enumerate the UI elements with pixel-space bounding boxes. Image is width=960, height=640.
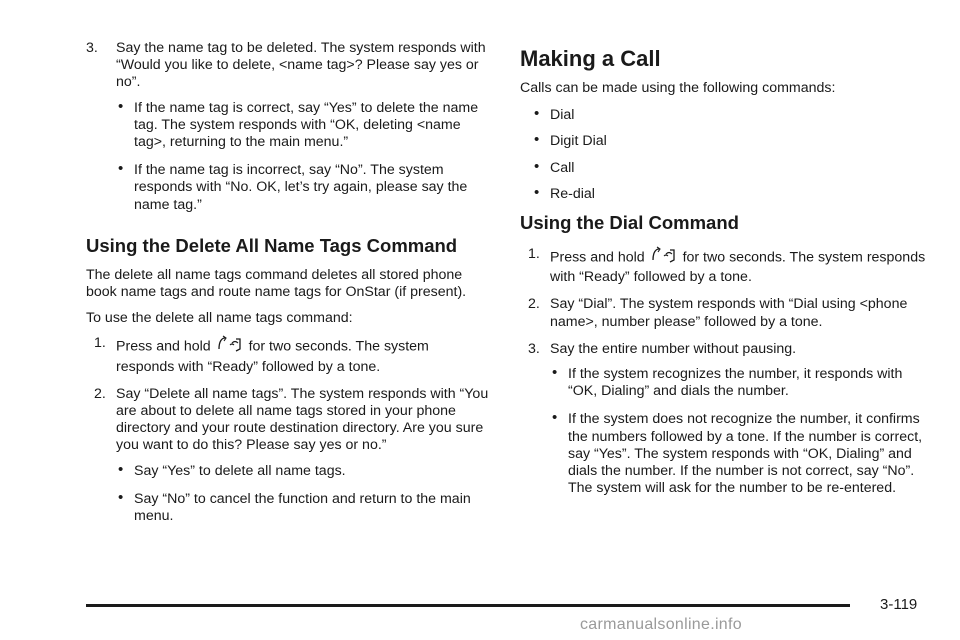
step-bullets xyxy=(550,366,930,497)
step-text-pre: Press and hold xyxy=(550,249,645,266)
bullet-text: If the system does not recognize the number, it confirms the numbers followed by a tone. If the number is correct, say “Yes”. The system responds with “OK, Dialing” and dials the number. If the number is not correct, say “No”. The system will ask for the number to be re-entered. xyxy=(568,411,923,497)
instruction-paragraph: To use the delete all name tags command: xyxy=(86,310,353,327)
right-column xyxy=(520,46,930,518)
command-item xyxy=(520,157,930,177)
step-number: 3. xyxy=(528,340,540,357)
command-item xyxy=(520,107,930,124)
bullet-dot: • xyxy=(534,105,540,123)
delete-all-step-2 xyxy=(94,386,490,536)
step-text: Say “Dial”. The system responds with “Dial using <phone name>, number please” followed by a tone. xyxy=(550,296,908,330)
bullet-item xyxy=(116,162,490,214)
bullet-dot: • xyxy=(534,157,540,175)
step-number: 1. xyxy=(94,335,106,352)
step-number: 2. xyxy=(528,296,540,313)
bullet-dot: • xyxy=(118,460,124,478)
section-heading: Using the Dial Command xyxy=(520,212,739,234)
section-heading: Using the Delete All Name Tags Command xyxy=(86,234,458,256)
step-text xyxy=(550,246,930,286)
footer-rule xyxy=(86,604,850,607)
step-text: Say the name tag to be deleted. The system responds with “Would you like to delete, <name tag>? Please say yes or no”. xyxy=(116,40,486,91)
command-list xyxy=(520,107,930,203)
bullet-dot: • xyxy=(118,488,124,506)
command-label: Re-dial xyxy=(550,185,595,202)
step-text-post: for two seconds. The system responds with “Ready” followed by a tone. xyxy=(550,249,926,286)
phone-talk-icon xyxy=(651,246,677,269)
bullet-text: Say “Yes” to delete all name tags. xyxy=(134,462,346,479)
delete-all-step-1 xyxy=(94,335,490,375)
step-text: Say “Delete all name tags”. The system responds with “You are about to delete all name tags stored in your phone directory and your route destination directory. Are you sure you want to do this? Please say yes or no.” xyxy=(116,385,489,454)
bullet-dot: • xyxy=(118,160,124,178)
bullet-item xyxy=(550,411,930,497)
step-text: Say the entire number without pausing. xyxy=(550,340,797,357)
command-label: Digit Dial xyxy=(550,133,607,150)
command-item xyxy=(520,133,930,150)
bullet-dot: • xyxy=(534,131,540,149)
dial-step-1 xyxy=(528,246,930,286)
bullet-text: Say “No” to cancel the function and return to the main menu. xyxy=(134,490,471,525)
step-bullets xyxy=(116,97,490,214)
bullet-text: If the name tag is incorrect, say “No”. The system responds with “No. OK, let’s try again, please say the name tag.” xyxy=(134,162,468,213)
delete-step-3 xyxy=(86,40,490,225)
dial-step-2 xyxy=(528,296,930,330)
watermark: carmanualsonline.info xyxy=(580,616,742,633)
step-number: 3. xyxy=(86,40,98,56)
step-text xyxy=(116,335,490,375)
step-text-pre: Press and hold xyxy=(116,338,211,355)
step-number: 1. xyxy=(528,246,540,263)
step-text-post: for two seconds. The system responds with “Ready” followed by a tone. xyxy=(116,338,429,375)
bullet-item xyxy=(116,460,490,480)
page-number: 3-119 xyxy=(880,596,918,613)
bullet-text: If the name tag is correct, say “Yes” to delete the name tag. The system responds with “OK, deleting <name tag>, returning to the main menu.” xyxy=(134,99,479,151)
intro-paragraph: The delete all name tags command deletes all stored phone book name tags and route name tags for OnStar (if present). xyxy=(86,266,467,301)
bullet-dot: • xyxy=(118,97,124,115)
bullet-item xyxy=(550,366,930,400)
page-heading: Making a Call xyxy=(520,46,661,71)
step-number: 2. xyxy=(94,385,106,402)
phone-talk-icon xyxy=(217,335,243,358)
command-item xyxy=(520,183,930,203)
bullet-item xyxy=(116,97,490,152)
bullet-dot: • xyxy=(534,183,540,201)
dial-step-3 xyxy=(528,341,930,509)
left-column xyxy=(86,40,490,546)
bullet-dot: • xyxy=(552,409,558,427)
command-label: Call xyxy=(550,159,575,176)
intro-paragraph: Calls can be made using the following commands: xyxy=(520,80,836,96)
bullet-dot: • xyxy=(552,364,558,382)
command-label: Dial xyxy=(550,107,575,124)
step-bullets xyxy=(116,460,490,526)
bullet-item xyxy=(116,488,490,525)
bullet-text: If the system recognizes the number, it responds with “OK, Dialing” and dials the number. xyxy=(568,366,903,400)
